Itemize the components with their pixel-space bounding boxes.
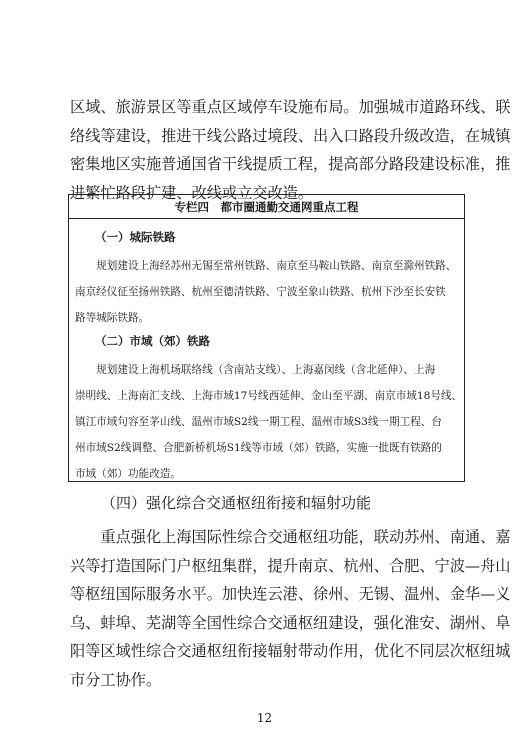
body-line: 崇明线、上海南汇支线、上海市域17号线西延伸、金山至平湖、南京市域18号线、 bbox=[75, 390, 463, 402]
section-heading-suburban-rail: （二）市域（郊）铁路 bbox=[95, 334, 210, 348]
final-line: 乌、蚌埠、芜湖等全国性综合交通枢纽建设，强化淮安、湖州、阜 bbox=[70, 613, 511, 632]
final-line: 等枢纽国际服务水平。加快连云港、徐州、无锡、温州、金华—义 bbox=[70, 585, 511, 603]
intro-line: 密集地区实施普通国省干线提质工程，提高部分路段建设标准，推 bbox=[70, 155, 511, 173]
final-paragraph bbox=[70, 523, 511, 694]
section-body-suburban-rail bbox=[75, 357, 461, 487]
body-line: 市域（郊）功能改造。 bbox=[75, 468, 181, 480]
feature-box-title: 专栏四 都市圈通勤交通网重点工程 bbox=[69, 195, 464, 219]
intro-paragraph bbox=[70, 93, 511, 207]
body-line: 州市域S2线调整、合肥新桥机场S1线等市域（郊）铁路，实施一批既有铁路的 bbox=[75, 442, 442, 454]
intro-line: 区域、旅游景区等重点区域停车设施布局。加强城市道路环线、联 bbox=[70, 98, 511, 116]
body-line: 镇江市域句容至茅山线、温州市域S2线一期工程、温州市域S3线一期工程、台 bbox=[75, 416, 442, 428]
intro-line: 络线等建设，推进干线公路过境段、出入口路段升级改造，在城镇 bbox=[70, 126, 511, 145]
final-line: 兴等打造国际门户枢纽集群，提升南京、杭州、合肥、宁波—舟山 bbox=[70, 556, 511, 575]
body-line: 规划建设上海经苏州无锡至常州铁路、南京至马鞍山铁路、南京至滁州铁路、 bbox=[75, 260, 457, 272]
body-line: 南京经仪征至扬州铁路、杭州至德清铁路、宁波至象山铁路、杭州下沙至长安铁 bbox=[75, 286, 446, 298]
section-heading-intercity-rail: （一）城际铁路 bbox=[95, 230, 176, 244]
intro-line: 进繁忙路段扩建、改线或立交改造。 bbox=[70, 183, 313, 202]
section-heading: （四）强化综合交通枢纽衔接和辐射功能 bbox=[101, 494, 372, 512]
final-line: 阳等区域性综合交通枢纽衔接辐射带动作用，优化不同层次枢纽城 bbox=[70, 642, 511, 660]
final-line: 市分工协作。 bbox=[70, 670, 162, 689]
section-body-intercity-rail bbox=[75, 253, 461, 331]
feature-box bbox=[68, 194, 465, 482]
page-number: 12 bbox=[256, 711, 273, 725]
body-line: 规划建设上海机场联络线（含南站支线）、上海嘉闵线（含北延伸）、上海 bbox=[75, 364, 436, 376]
final-line: 重点强化上海国际性综合交通枢纽功能，联动苏州、南通、嘉 bbox=[70, 528, 511, 546]
body-line: 路等城际铁路。 bbox=[75, 312, 150, 324]
